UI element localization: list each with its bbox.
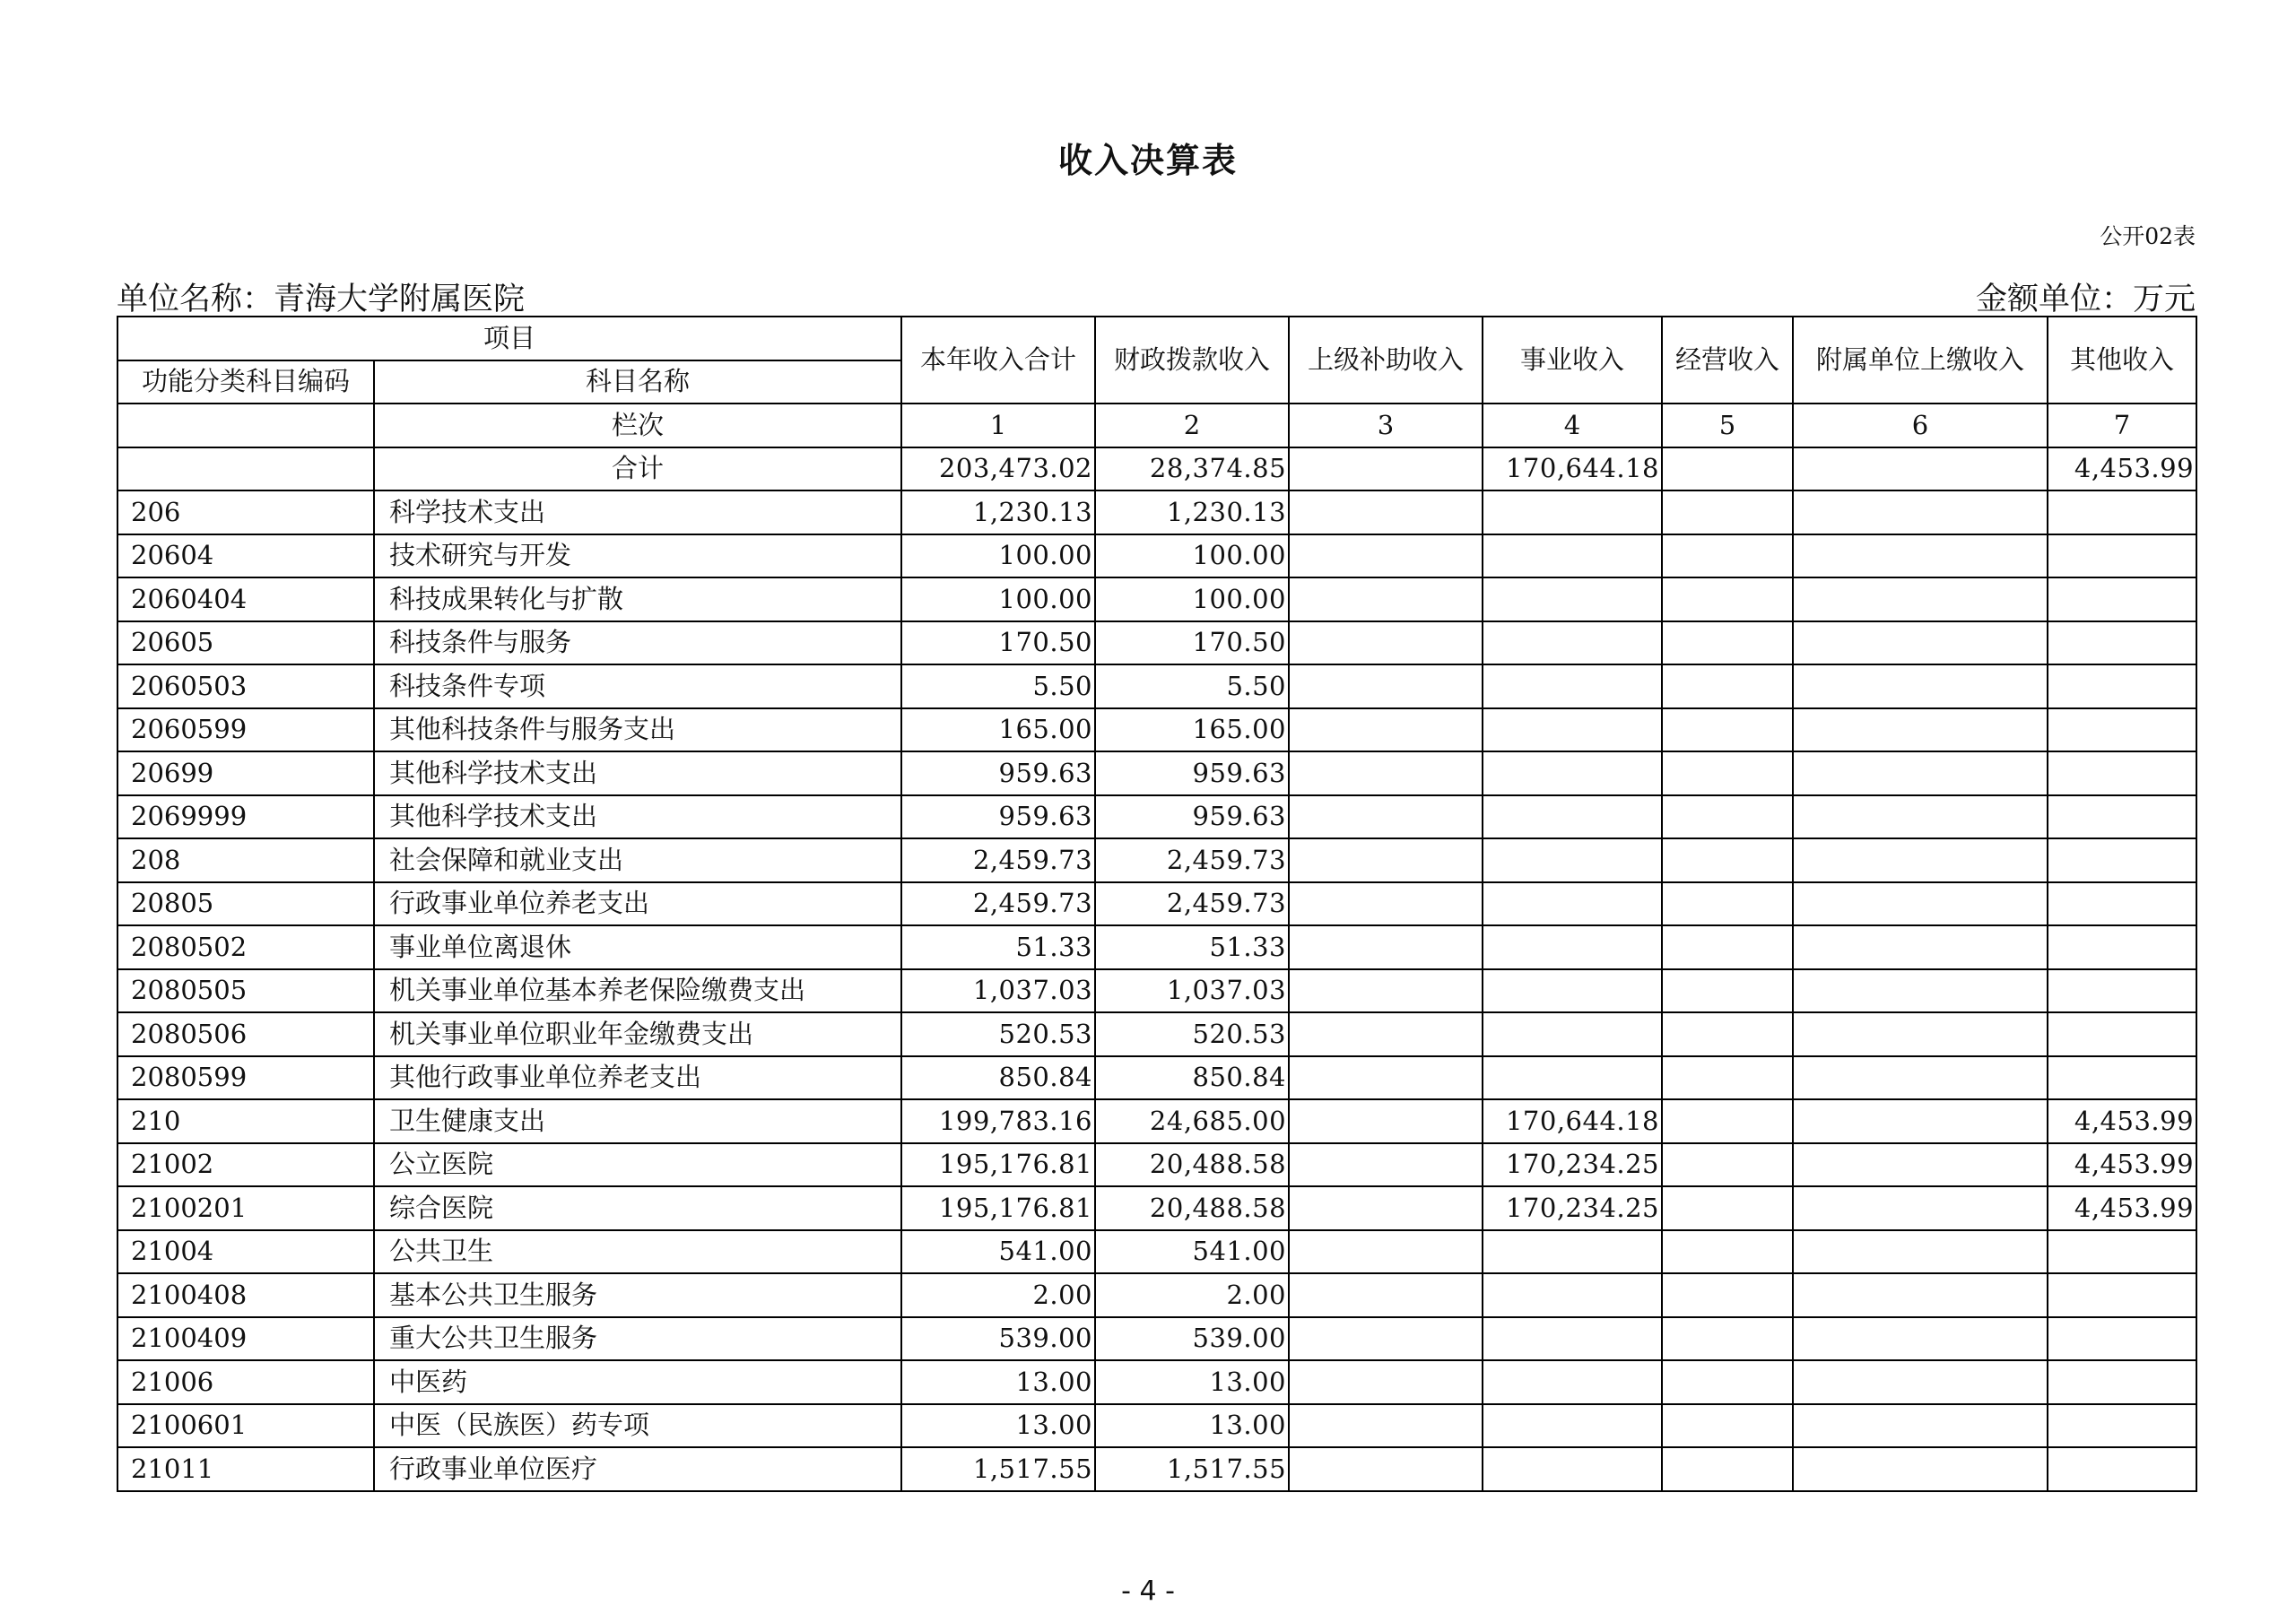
amount-cell xyxy=(2048,490,2196,534)
subject-name: 重大公共卫生服务 xyxy=(374,1317,901,1361)
subject-code: 21011 xyxy=(117,1447,374,1491)
subject-code: 2100601 xyxy=(117,1404,374,1448)
amount-cell: 195,176.81 xyxy=(901,1143,1095,1187)
header-col: 财政拨款收入 xyxy=(1095,317,1289,404)
table-row xyxy=(117,1143,2196,1187)
amount-cell: 13.00 xyxy=(901,1360,1095,1404)
amount-cell: 1,517.55 xyxy=(1095,1447,1289,1491)
amount-cell: 1,037.03 xyxy=(901,969,1095,1013)
amount-unit: 金额单位：万元 xyxy=(1975,282,2196,317)
amount-cell xyxy=(1483,882,1662,926)
amount-cell: 20,488.58 xyxy=(1095,1143,1289,1187)
subject-code: 2080506 xyxy=(117,1012,374,1056)
amount-cell xyxy=(1662,490,1793,534)
amount-cell xyxy=(1289,1360,1483,1404)
amount-cell xyxy=(2048,1273,2196,1317)
unit-name: 单位名称：青海大学附属医院 xyxy=(117,282,526,317)
amount-cell xyxy=(2048,534,2196,578)
amount-cell xyxy=(1289,1012,1483,1056)
amount-cell xyxy=(1289,1317,1483,1361)
header-code: 功能分类科目编码 xyxy=(117,360,374,404)
table-row xyxy=(117,751,2196,795)
amount-cell xyxy=(1289,1186,1483,1230)
amount-cell xyxy=(1289,925,1483,969)
subject-name: 行政事业单位医疗 xyxy=(374,1447,901,1491)
table-row xyxy=(117,1447,2196,1491)
amount-cell xyxy=(1793,1317,2048,1361)
amount-cell: 5.50 xyxy=(1095,664,1289,708)
amount-cell xyxy=(1289,1447,1483,1491)
amount-cell xyxy=(1793,490,2048,534)
amount-cell: 959.63 xyxy=(1095,751,1289,795)
amount-cell: 170,644.18 xyxy=(1483,1099,1662,1143)
amount-cell xyxy=(1483,1404,1662,1448)
table-row xyxy=(117,1186,2196,1230)
amount-cell xyxy=(1662,1012,1793,1056)
amount-cell: 1,517.55 xyxy=(901,1447,1095,1491)
subject-name: 科学技术支出 xyxy=(374,490,901,534)
amount-cell xyxy=(1483,1360,1662,1404)
table-row xyxy=(117,534,2196,578)
header-col: 事业收入 xyxy=(1483,317,1662,404)
amount-cell xyxy=(1289,708,1483,752)
amount-cell xyxy=(1289,1273,1483,1317)
table-row xyxy=(117,708,2196,752)
amount-cell xyxy=(1483,1012,1662,1056)
subject-code: 20604 xyxy=(117,534,374,578)
amount-cell xyxy=(1289,838,1483,882)
amount-cell: 170.50 xyxy=(1095,621,1289,665)
amount-cell xyxy=(1793,1099,2048,1143)
amount-cell: 165.00 xyxy=(901,708,1095,752)
amount-cell xyxy=(1662,577,1793,621)
amount-cell xyxy=(1793,925,2048,969)
amount-cell: 100.00 xyxy=(901,577,1095,621)
amount-cell xyxy=(1483,1056,1662,1100)
report-title: 收入决算表 xyxy=(1057,141,1238,180)
amount-cell xyxy=(1662,1360,1793,1404)
subject-code: 206 xyxy=(117,490,374,534)
amount-cell xyxy=(1289,577,1483,621)
amount-cell xyxy=(2048,577,2196,621)
amount-cell: 170,234.25 xyxy=(1483,1186,1662,1230)
amount-cell: 13.00 xyxy=(1095,1360,1289,1404)
amount-cell: 24,685.00 xyxy=(1095,1099,1289,1143)
amount-cell xyxy=(1289,751,1483,795)
amount-cell: 4,453.99 xyxy=(2048,1186,2196,1230)
amount-cell xyxy=(2048,1404,2196,1448)
header-col: 本年收入合计 xyxy=(901,317,1095,404)
subject-code: 21002 xyxy=(117,1143,374,1187)
amount-cell xyxy=(1289,1230,1483,1274)
amount-cell xyxy=(2048,882,2196,926)
amount-cell: 2,459.73 xyxy=(1095,882,1289,926)
amount-cell xyxy=(1483,664,1662,708)
amount-cell xyxy=(1289,1056,1483,1100)
amount-cell xyxy=(1289,969,1483,1013)
amount-cell xyxy=(1289,882,1483,926)
amount-cell: 13.00 xyxy=(901,1404,1095,1448)
table-row xyxy=(117,969,2196,1013)
amount-cell xyxy=(1793,1056,2048,1100)
amount-cell xyxy=(1662,708,1793,752)
amount-cell: 2,459.73 xyxy=(901,882,1095,926)
amount-cell: 539.00 xyxy=(901,1317,1095,1361)
amount-cell xyxy=(1793,751,2048,795)
total-label: 合计 xyxy=(374,447,901,491)
amount-cell xyxy=(2048,795,2196,839)
amount-cell: 5.50 xyxy=(901,664,1095,708)
column-number: 1 xyxy=(901,404,1095,447)
amount-cell xyxy=(1793,1360,2048,1404)
table-row xyxy=(117,882,2196,926)
table-body xyxy=(117,447,2196,1491)
amount-cell xyxy=(1662,1099,1793,1143)
subject-name: 公立医院 xyxy=(374,1143,901,1187)
table-row xyxy=(117,838,2196,882)
amount-cell: 100.00 xyxy=(1095,577,1289,621)
amount-cell xyxy=(1289,621,1483,665)
amount-cell xyxy=(1793,534,2048,578)
amount-cell xyxy=(1289,664,1483,708)
header-col: 经营收入 xyxy=(1662,317,1793,404)
amount-cell xyxy=(2048,1360,2196,1404)
subject-code: 2080599 xyxy=(117,1056,374,1100)
total-value: 28,374.85 xyxy=(1095,447,1289,491)
amount-cell xyxy=(1793,1143,2048,1187)
amount-cell xyxy=(1662,621,1793,665)
amount-cell xyxy=(1289,490,1483,534)
amount-cell: 20,488.58 xyxy=(1095,1186,1289,1230)
column-number: 3 xyxy=(1289,404,1483,447)
amount-cell xyxy=(1483,490,1662,534)
table-row xyxy=(117,1230,2196,1274)
column-number: 2 xyxy=(1095,404,1289,447)
header-col: 附属单位上缴收入 xyxy=(1793,317,2048,404)
amount-cell xyxy=(1662,969,1793,1013)
subject-code: 2060599 xyxy=(117,708,374,752)
amount-cell xyxy=(2048,925,2196,969)
header-col: 上级补助收入 xyxy=(1289,317,1483,404)
amount-cell: 959.63 xyxy=(1095,795,1289,839)
amount-cell xyxy=(1793,838,2048,882)
amount-cell xyxy=(1662,1230,1793,1274)
header-name: 科目名称 xyxy=(374,360,901,404)
amount-cell: 539.00 xyxy=(1095,1317,1289,1361)
subject-code: 2080502 xyxy=(117,925,374,969)
income-statement-table xyxy=(117,316,2197,1492)
amount-cell xyxy=(1793,1186,2048,1230)
column-number: 6 xyxy=(1793,404,2048,447)
amount-cell xyxy=(1793,577,2048,621)
table-row xyxy=(117,795,2196,839)
amount-cell xyxy=(1662,1404,1793,1448)
subject-code: 20699 xyxy=(117,751,374,795)
subject-name: 机关事业单位职业年金缴费支出 xyxy=(374,1012,901,1056)
total-value xyxy=(1793,447,2048,491)
amount-cell: 2.00 xyxy=(901,1273,1095,1317)
amount-cell: 1,230.13 xyxy=(901,490,1095,534)
subject-name: 科技条件与服务 xyxy=(374,621,901,665)
subject-code: 20605 xyxy=(117,621,374,665)
subject-name: 基本公共卫生服务 xyxy=(374,1273,901,1317)
amount-cell xyxy=(2048,708,2196,752)
amount-cell xyxy=(2048,1230,2196,1274)
amount-cell xyxy=(1483,1230,1662,1274)
subject-name: 技术研究与开发 xyxy=(374,534,901,578)
table-row xyxy=(117,925,2196,969)
empty-cell xyxy=(117,404,374,447)
total-value: 203,473.02 xyxy=(901,447,1095,491)
amount-cell: 170,234.25 xyxy=(1483,1143,1662,1187)
amount-cell xyxy=(2048,621,2196,665)
total-value xyxy=(1289,447,1483,491)
subject-code: 2100201 xyxy=(117,1186,374,1230)
amount-cell xyxy=(1793,664,2048,708)
amount-cell xyxy=(2048,969,2196,1013)
amount-cell xyxy=(1662,751,1793,795)
amount-cell: 1,037.03 xyxy=(1095,969,1289,1013)
amount-cell xyxy=(1793,1273,2048,1317)
subject-code: 2069999 xyxy=(117,795,374,839)
subject-name: 综合医院 xyxy=(374,1186,901,1230)
column-number: 7 xyxy=(2048,404,2196,447)
amount-cell: 520.53 xyxy=(1095,1012,1289,1056)
total-row xyxy=(117,447,2196,491)
subject-name: 中医药 xyxy=(374,1360,901,1404)
subject-name: 科技条件专项 xyxy=(374,664,901,708)
amount-cell xyxy=(1793,1012,2048,1056)
amount-cell: 199,783.16 xyxy=(901,1099,1095,1143)
amount-cell xyxy=(1289,1143,1483,1187)
table-row xyxy=(117,1317,2196,1361)
table-row xyxy=(117,621,2196,665)
amount-cell: 2.00 xyxy=(1095,1273,1289,1317)
amount-cell: 520.53 xyxy=(901,1012,1095,1056)
table-row xyxy=(117,490,2196,534)
amount-cell xyxy=(1793,1447,2048,1491)
amount-cell xyxy=(1483,925,1662,969)
amount-cell xyxy=(1793,1404,2048,1448)
amount-cell: 51.33 xyxy=(1095,925,1289,969)
amount-cell xyxy=(1289,1404,1483,1448)
amount-cell: 195,176.81 xyxy=(901,1186,1095,1230)
amount-cell xyxy=(1483,621,1662,665)
amount-cell: 51.33 xyxy=(901,925,1095,969)
table-row xyxy=(117,664,2196,708)
amount-cell xyxy=(1483,1317,1662,1361)
amount-cell xyxy=(1483,1447,1662,1491)
subject-name: 其他科学技术支出 xyxy=(374,795,901,839)
subject-name: 其他科技条件与服务支出 xyxy=(374,708,901,752)
amount-cell xyxy=(1483,969,1662,1013)
amount-cell: 2,459.73 xyxy=(901,838,1095,882)
amount-cell xyxy=(2048,838,2196,882)
amount-cell: 4,453.99 xyxy=(2048,1143,2196,1187)
amount-cell: 2,459.73 xyxy=(1095,838,1289,882)
amount-cell: 170.50 xyxy=(901,621,1095,665)
column-number: 5 xyxy=(1662,404,1793,447)
amount-cell xyxy=(1289,534,1483,578)
subject-code: 210 xyxy=(117,1099,374,1143)
page-number: - 4 - xyxy=(1121,1575,1175,1607)
table-row xyxy=(117,1273,2196,1317)
row-index-label: 栏次 xyxy=(374,404,901,447)
table-row xyxy=(117,1360,2196,1404)
amount-cell xyxy=(1793,882,2048,926)
amount-cell: 4,453.99 xyxy=(2048,1099,2196,1143)
table-row xyxy=(117,577,2196,621)
amount-cell: 100.00 xyxy=(1095,534,1289,578)
amount-cell xyxy=(2048,1056,2196,1100)
amount-cell: 165.00 xyxy=(1095,708,1289,752)
amount-cell: 13.00 xyxy=(1095,1404,1289,1448)
amount-cell: 850.84 xyxy=(901,1056,1095,1100)
amount-cell xyxy=(1289,795,1483,839)
amount-cell xyxy=(2048,1447,2196,1491)
amount-cell xyxy=(1662,1143,1793,1187)
amount-cell xyxy=(1483,1273,1662,1317)
subject-name: 机关事业单位基本养老保险缴费支出 xyxy=(374,969,901,1013)
amount-cell: 1,230.13 xyxy=(1095,490,1289,534)
header-col: 其他收入 xyxy=(2048,317,2196,404)
amount-cell xyxy=(1662,1273,1793,1317)
amount-cell xyxy=(2048,751,2196,795)
amount-cell xyxy=(1662,1317,1793,1361)
subject-name: 社会保障和就业支出 xyxy=(374,838,901,882)
subject-code: 208 xyxy=(117,838,374,882)
subject-name: 事业单位离退休 xyxy=(374,925,901,969)
amount-cell xyxy=(2048,1317,2196,1361)
total-value: 4,453.99 xyxy=(2048,447,2196,491)
table-row xyxy=(117,1056,2196,1100)
subject-code: 21006 xyxy=(117,1360,374,1404)
amount-cell xyxy=(1483,577,1662,621)
amount-cell xyxy=(1793,795,2048,839)
amount-cell xyxy=(1793,969,2048,1013)
subject-code: 2080505 xyxy=(117,969,374,1013)
amount-cell xyxy=(2048,1012,2196,1056)
amount-cell xyxy=(1483,708,1662,752)
subject-code: 2100408 xyxy=(117,1273,374,1317)
amount-cell: 850.84 xyxy=(1095,1056,1289,1100)
amount-cell xyxy=(1483,751,1662,795)
subject-code: 2060503 xyxy=(117,664,374,708)
total-value xyxy=(1662,447,1793,491)
header-item: 项目 xyxy=(117,317,901,360)
form-number: 公开02表 xyxy=(2100,223,2196,249)
amount-cell: 100.00 xyxy=(901,534,1095,578)
subject-code: 2060404 xyxy=(117,577,374,621)
table-row xyxy=(117,1404,2196,1448)
amount-cell xyxy=(1662,1186,1793,1230)
subject-name: 科技成果转化与扩散 xyxy=(374,577,901,621)
amount-cell xyxy=(1662,534,1793,578)
amount-cell xyxy=(1793,708,2048,752)
table-row xyxy=(117,1012,2196,1056)
amount-cell xyxy=(1289,1099,1483,1143)
subject-name: 其他科学技术支出 xyxy=(374,751,901,795)
subject-name: 中医（民族医）药专项 xyxy=(374,1404,901,1448)
amount-cell xyxy=(1662,925,1793,969)
amount-cell xyxy=(1662,664,1793,708)
subject-name: 其他行政事业单位养老支出 xyxy=(374,1056,901,1100)
amount-cell xyxy=(1662,795,1793,839)
subject-code: 2100409 xyxy=(117,1317,374,1361)
empty-cell xyxy=(117,447,374,491)
amount-cell: 541.00 xyxy=(901,1230,1095,1274)
amount-cell xyxy=(1662,882,1793,926)
amount-cell xyxy=(1662,1447,1793,1491)
amount-cell: 541.00 xyxy=(1095,1230,1289,1274)
amount-cell xyxy=(1793,1230,2048,1274)
subject-code: 21004 xyxy=(117,1230,374,1274)
table-row xyxy=(117,1099,2196,1143)
amount-cell xyxy=(1662,1056,1793,1100)
total-value: 170,644.18 xyxy=(1483,447,1662,491)
subject-code: 20805 xyxy=(117,882,374,926)
amount-cell xyxy=(2048,664,2196,708)
subject-name: 公共卫生 xyxy=(374,1230,901,1274)
amount-cell xyxy=(1483,534,1662,578)
column-number: 4 xyxy=(1483,404,1662,447)
subject-name: 卫生健康支出 xyxy=(374,1099,901,1143)
amount-cell: 959.63 xyxy=(901,751,1095,795)
amount-cell: 959.63 xyxy=(901,795,1095,839)
subject-name: 行政事业单位养老支出 xyxy=(374,882,901,926)
amount-cell xyxy=(1483,795,1662,839)
amount-cell xyxy=(1793,621,2048,665)
amount-cell xyxy=(1483,838,1662,882)
amount-cell xyxy=(1662,838,1793,882)
